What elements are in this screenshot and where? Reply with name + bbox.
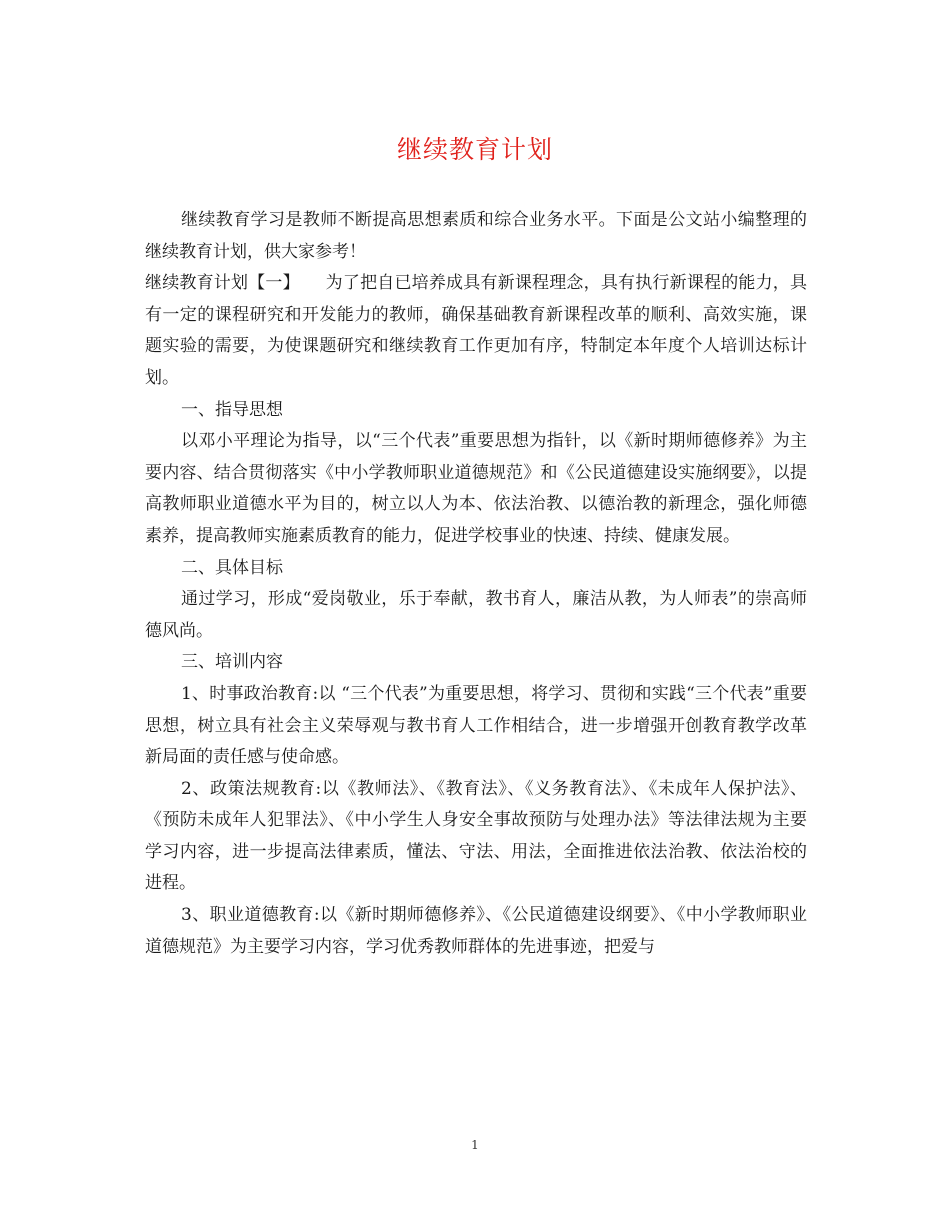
paragraph-professional-ethics: 3、职业道德教育:以《新时期师德修养》、《公民道德建设纲要》、《中小学教师职业道德规范》为主要学习内容，学习优秀教师群体的先进事迹，把爱与 [145,905,807,957]
heading-guiding-ideology: 一、指导思想 [181,399,283,420]
document-title: 继续教育计划 [396,135,553,164]
paragraph-plan-one: 继续教育计划【一】 为了把自已培养成具有新课程理念，具有执行新课程的能力，具有一定的课程研究和开发能力的教师，确保基础教育新课程改革的顺利、高效实施，课题实验的需要，为使课题研究和继续教育工作更加有序，特制定本年度个人培训达标计划。 [145,273,807,388]
document-body [145,205,807,963]
paragraph-policy-law: 2、政策法规教育:以《教师法》、《教育法》、《义务教育法》、《未成年人保护法》、《预防未成年人犯罪法》、《中小学生人身安全事故预防与处理办法》等法律法规为主要学习内容，进一步提高法律素质，懂法、守法、用法，全面推进依法治教、依法治校的进程。 [145,778,807,894]
heading-specific-goals: 二、具体目标 [181,557,283,578]
paragraph-guiding-ideology: 以邓小平理论为指导，以“三个代表”重要思想为指针，以《新时期师德修养》为主要内容、结合贯彻落实《中小学教师职业道德规范》和《公民道德建设实施纲要》，以提高教师职业道德水平为目的，树立以人为本、依法治教、以德治教的新理念，强化师德素养，提高教师实施素质教育的能力，促进学校事业的快速、持续、健康发展。 [145,431,807,546]
paragraph-specific-goals: 通过学习，形成“爱岗敬业，乐于奉献，教书育人，廉洁从教，为人师表”的崇高师德风尚。 [145,589,807,641]
heading-training-content: 三、培训内容 [181,652,283,673]
paragraph-current-affairs: 1、时事政治教育:以 “三个代表”为重要思想，将学习、贯彻和实践“三个代表”重要思想，树立具有社会主义荣辱观与教书育人工作相结合，进一步增强开创教育教学改革新局面的责任感与使命感。 [145,683,807,768]
paragraph-intro: 继续教育学习是教师不断提高思想素质和综合业务水平。下面是公文站小编整理的继续教育计划，供大家参考！ [145,210,807,262]
page-number: 1 [471,1138,479,1152]
